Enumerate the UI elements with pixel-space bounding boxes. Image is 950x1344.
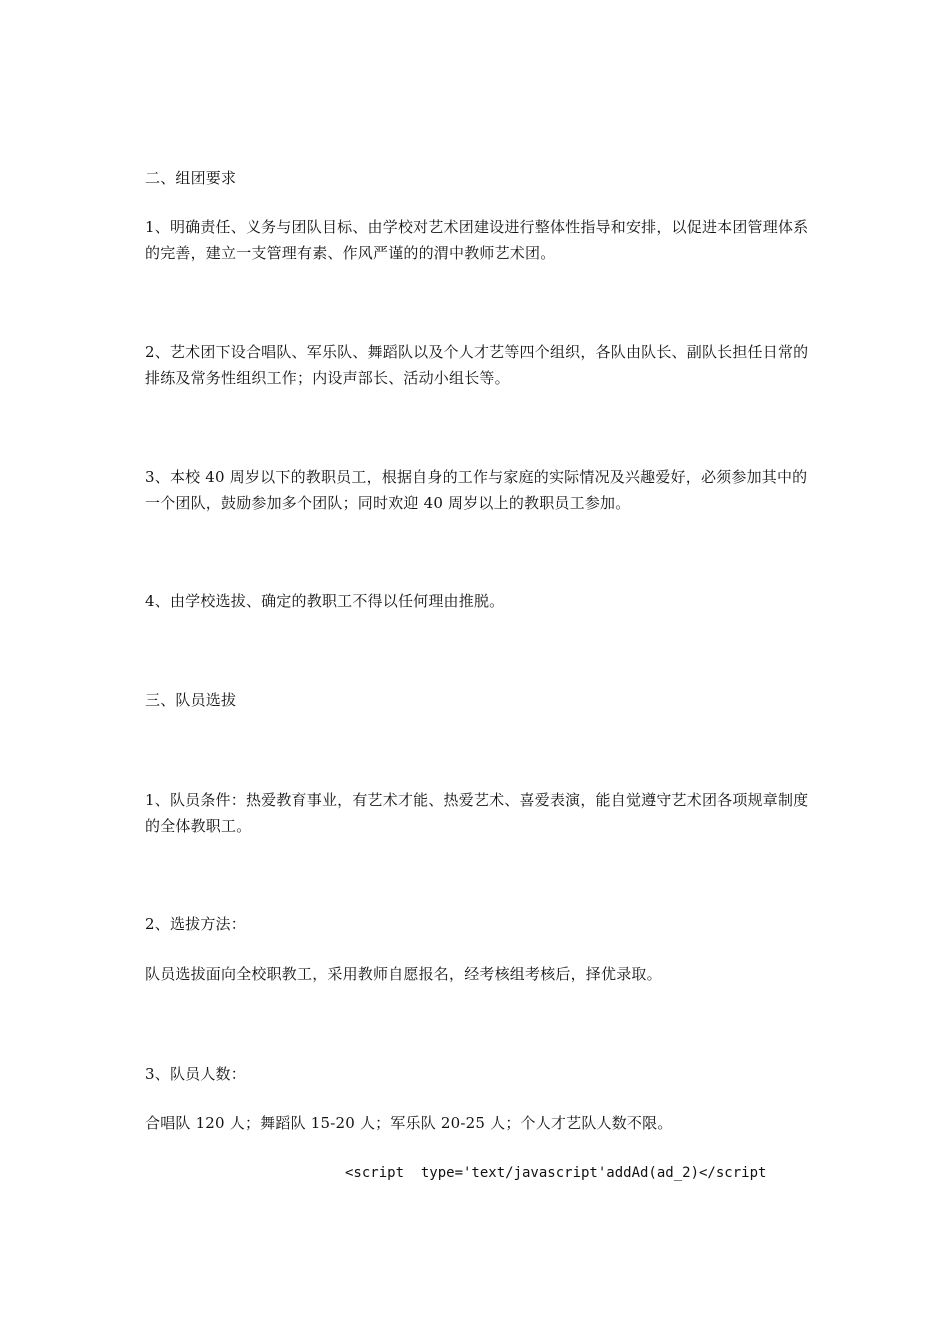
paragraph-responsibility: 1、明确责任、义务与团队目标、由学校对艺术团建设进行整体性指导和安排，以促进本团管理体系的完善，建立一支管理有素、作风严谨的的渭中教师艺术团。	[145, 218, 809, 262]
subheading-selection-method: 2、选拔方法：	[145, 915, 246, 933]
paragraph-member-conditions: 1、队员条件：热爱教育事业，有艺术才能、热爱艺术、喜爱表演，能自觉遵守艺术团各项规章制度的全体教职工。	[145, 791, 809, 835]
section-heading-selection: 三、队员选拔	[145, 691, 237, 709]
subheading-member-count: 3、队员人数：	[145, 1065, 246, 1083]
paragraph-no-refusal: 4、由学校选拔、确定的教职工不得以任何理由推脱。	[145, 592, 505, 610]
section-heading-organization: 二、组团要求	[145, 169, 237, 187]
paragraph-selection-method: 队员选拔面向全校职教工，采用教师自愿报名，经考核组考核后，择优录取。	[145, 965, 662, 983]
paragraph-member-count: 合唱队 120 人；舞蹈队 15-20 人；军乐队 20-25 人；个人才艺队人数不限。	[145, 1114, 673, 1132]
paragraph-membership-requirement: 3、本校 40 周岁以下的教职员工，根据自身的工作与家庭的实际情况及兴趣爱好，必须参加其中的一个团队，鼓励参加多个团队；同时欢迎 40 周岁以上的教职员工参加。	[145, 468, 808, 512]
script-text-artifact: <script type='text/javascript'addAd(ad_2)</script	[345, 1165, 767, 1181]
paragraph-team-structure: 2、艺术团下设合唱队、军乐队、舞蹈队以及个人才艺等四个组织，各队由队长、副队长担任日常的排练及常务性组织工作；内设声部长、活动小组长等。	[145, 343, 809, 387]
